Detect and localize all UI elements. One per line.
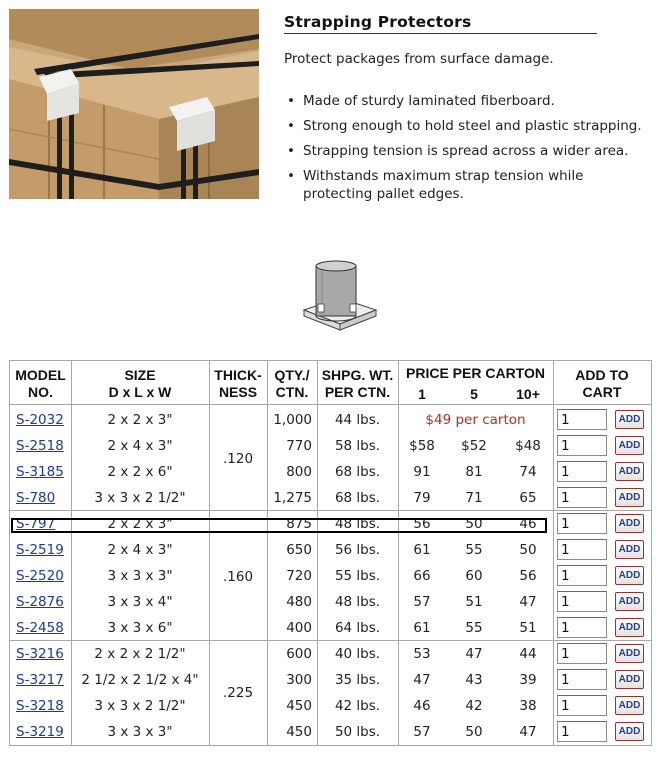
qty-cell: 1,000 bbox=[273, 412, 312, 428]
header-text: ADD TO bbox=[575, 367, 629, 383]
price-10-cell: 44 bbox=[519, 646, 537, 662]
qty-cell: 480 bbox=[286, 594, 312, 610]
row-divider bbox=[10, 510, 651, 511]
price-5-cell: 51 bbox=[465, 594, 483, 610]
size-cell: 3 x 3 x 3" bbox=[107, 568, 173, 584]
qty-cell: 1,275 bbox=[273, 490, 312, 506]
model-link[interactable]: S-797 bbox=[16, 516, 56, 532]
size-cell: 2 x 2 x 6" bbox=[107, 464, 173, 480]
model-link[interactable]: S-2519 bbox=[16, 542, 64, 558]
model-link[interactable]: S-2518 bbox=[16, 438, 64, 454]
product-table bbox=[9, 360, 652, 746]
price-5-cell: 55 bbox=[465, 542, 483, 558]
price-5-cell: 42 bbox=[465, 698, 483, 714]
cart-quantity-input[interactable] bbox=[557, 721, 607, 742]
price-1-cell: 46 bbox=[413, 698, 431, 714]
size-cell: 3 x 3 x 4" bbox=[107, 594, 173, 610]
add-to-cart-button[interactable]: ADD bbox=[615, 592, 644, 611]
header-qty bbox=[267, 367, 317, 401]
header-size bbox=[71, 367, 209, 401]
add-to-cart-button[interactable]: ADD bbox=[615, 540, 644, 559]
price-5-cell: 60 bbox=[465, 568, 483, 584]
weight-cell: 68 lbs. bbox=[334, 464, 381, 480]
model-link[interactable]: S-3185 bbox=[16, 464, 64, 480]
header-price: PRICE PER CARTON bbox=[406, 365, 545, 381]
header-text: SIZE bbox=[124, 367, 156, 383]
row-divider bbox=[10, 640, 651, 641]
column-divider bbox=[553, 361, 554, 745]
cart-quantity-input[interactable] bbox=[557, 513, 607, 534]
header-text: CTN. bbox=[275, 384, 309, 400]
header-price-qty-10: 10+ bbox=[516, 386, 540, 402]
header-thickness bbox=[209, 367, 267, 401]
add-to-cart-button[interactable]: ADD bbox=[615, 436, 644, 455]
header-text: CART bbox=[582, 384, 622, 400]
price-10-cell: 50 bbox=[519, 542, 537, 558]
cart-quantity-input[interactable] bbox=[557, 565, 607, 586]
price-5-cell: 81 bbox=[465, 464, 483, 480]
price-1-cell: 66 bbox=[413, 568, 431, 584]
model-link[interactable]: S-3216 bbox=[16, 646, 64, 662]
price-5-cell: 47 bbox=[465, 646, 483, 662]
header-text: PER CTN. bbox=[324, 384, 391, 400]
thickness-group-3: .225 bbox=[222, 685, 254, 701]
model-link[interactable]: S-2520 bbox=[16, 568, 64, 584]
qty-cell: 300 bbox=[286, 672, 312, 688]
add-to-cart-button[interactable]: ADD bbox=[615, 462, 644, 481]
price-1-cell: 53 bbox=[413, 646, 431, 662]
header-model bbox=[10, 367, 71, 401]
size-cell: 3 x 3 x 2 1/2" bbox=[94, 490, 186, 506]
price-10-cell: 56 bbox=[519, 568, 537, 584]
weight-cell: 40 lbs. bbox=[334, 646, 381, 662]
header-text: SHPG. WT. bbox=[321, 367, 394, 383]
qty-cell: 450 bbox=[286, 698, 312, 714]
cart-quantity-input[interactable] bbox=[557, 461, 607, 482]
cart-quantity-input[interactable] bbox=[557, 643, 607, 664]
header-weight bbox=[317, 367, 398, 401]
cart-quantity-input[interactable] bbox=[557, 669, 607, 690]
qty-cell: 770 bbox=[286, 438, 312, 454]
price-10-cell: 47 bbox=[519, 594, 537, 610]
qty-cell: 720 bbox=[286, 568, 312, 584]
qty-cell: 600 bbox=[286, 646, 312, 662]
header-text: NESS bbox=[218, 384, 258, 400]
feature-text: Made of sturdy laminated fiberboard. bbox=[303, 93, 555, 109]
size-cell: 2 x 2 x 2 1/2" bbox=[94, 646, 186, 662]
price-5-cell: 50 bbox=[465, 516, 483, 532]
size-cell: 2 1/2 x 2 1/2 x 4" bbox=[81, 672, 199, 688]
weight-cell: 56 lbs. bbox=[334, 542, 381, 558]
weight-cell: 50 lbs. bbox=[334, 724, 381, 740]
weight-cell: 48 lbs. bbox=[334, 594, 381, 610]
size-cell: 3 x 3 x 6" bbox=[107, 620, 173, 636]
intro-text: Protect packages from surface damage. bbox=[284, 51, 554, 67]
bullet-icon: • bbox=[287, 168, 295, 184]
size-cell: 2 x 2 x 3" bbox=[107, 412, 173, 428]
add-to-cart-button[interactable]: ADD bbox=[615, 410, 644, 429]
qty-cell: 450 bbox=[286, 724, 312, 740]
bullet-icon: • bbox=[287, 118, 295, 134]
row-divider bbox=[10, 404, 651, 405]
header-price-qty-5: 5 bbox=[470, 386, 478, 402]
drum-pallet-icon bbox=[300, 258, 380, 338]
list-item bbox=[284, 92, 644, 110]
product-photo bbox=[9, 9, 259, 199]
size-cell: 2 x 4 x 3" bbox=[107, 438, 173, 454]
list-item bbox=[284, 117, 644, 135]
price-10-cell: 46 bbox=[519, 516, 537, 532]
feature-list bbox=[284, 92, 644, 210]
list-item bbox=[284, 142, 644, 160]
qty-cell: 875 bbox=[286, 516, 312, 532]
header-price-qty-1: 1 bbox=[418, 386, 426, 402]
qty-cell: 400 bbox=[286, 620, 312, 636]
size-cell: 3 x 3 x 3" bbox=[107, 724, 173, 740]
cart-quantity-input[interactable] bbox=[557, 487, 607, 508]
thickness-group-2: .160 bbox=[222, 569, 254, 585]
page-title: Strapping Protectors bbox=[284, 13, 597, 34]
price-1-cell: 57 bbox=[413, 594, 431, 610]
add-to-cart-button[interactable]: ADD bbox=[615, 514, 644, 533]
header-text: NO. bbox=[28, 384, 53, 400]
model-link[interactable]: S-3219 bbox=[16, 724, 64, 740]
model-link[interactable]: S-3218 bbox=[16, 698, 64, 714]
price-10-cell: $48 bbox=[515, 438, 541, 454]
thickness-group-1: .120 bbox=[222, 451, 254, 467]
weight-cell: 48 lbs. bbox=[334, 516, 381, 532]
qty-cell: 650 bbox=[286, 542, 312, 558]
price-5-cell: 43 bbox=[465, 672, 483, 688]
price-10-cell: 38 bbox=[519, 698, 537, 714]
add-to-cart-button[interactable]: ADD bbox=[615, 696, 644, 715]
weight-cell: 58 lbs. bbox=[334, 438, 381, 454]
carton-offer: $49 per carton bbox=[425, 412, 526, 428]
header-add-to-cart bbox=[553, 367, 651, 401]
price-10-cell: 74 bbox=[519, 464, 537, 480]
list-item bbox=[284, 167, 644, 203]
feature-text: Strapping tension is spread across a wider area. bbox=[303, 143, 629, 159]
price-5-cell: 50 bbox=[465, 724, 483, 740]
bullet-icon: • bbox=[287, 143, 295, 159]
price-1-cell: 61 bbox=[413, 542, 431, 558]
weight-cell: 42 lbs. bbox=[334, 698, 381, 714]
price-1-cell: 56 bbox=[413, 516, 431, 532]
price-1-cell: 47 bbox=[413, 672, 431, 688]
price-5-cell: 71 bbox=[465, 490, 483, 506]
header-text: MODEL bbox=[15, 367, 66, 383]
add-to-cart-button[interactable]: ADD bbox=[615, 670, 644, 689]
price-10-cell: 51 bbox=[519, 620, 537, 636]
weight-cell: 64 lbs. bbox=[334, 620, 381, 636]
model-link[interactable]: S-3217 bbox=[16, 672, 64, 688]
model-link[interactable]: S-780 bbox=[16, 490, 56, 506]
weight-cell: 35 lbs. bbox=[334, 672, 381, 688]
cart-quantity-input[interactable] bbox=[557, 591, 607, 612]
weight-cell: 55 lbs. bbox=[334, 568, 381, 584]
price-10-cell: 39 bbox=[519, 672, 537, 688]
add-to-cart-button[interactable]: ADD bbox=[615, 618, 644, 637]
price-10-cell: 47 bbox=[519, 724, 537, 740]
price-5-cell: 55 bbox=[465, 620, 483, 636]
header-text: THICK- bbox=[214, 367, 262, 383]
size-cell: 2 x 2 x 3" bbox=[107, 516, 173, 532]
model-link[interactable]: S-2876 bbox=[16, 594, 64, 610]
price-1-cell: 91 bbox=[413, 464, 431, 480]
cart-quantity-input[interactable] bbox=[557, 695, 607, 716]
weight-cell: 68 lbs. bbox=[334, 490, 381, 506]
cart-quantity-input[interactable] bbox=[557, 435, 607, 456]
price-1-cell: 79 bbox=[413, 490, 431, 506]
cart-quantity-input[interactable] bbox=[557, 617, 607, 638]
add-to-cart-button[interactable]: ADD bbox=[615, 566, 644, 585]
add-to-cart-button[interactable]: ADD bbox=[615, 488, 644, 507]
qty-cell: 800 bbox=[286, 464, 312, 480]
header-text: D x L x W bbox=[108, 384, 172, 400]
add-to-cart-button[interactable]: ADD bbox=[615, 722, 644, 741]
cart-quantity-input[interactable] bbox=[557, 539, 607, 560]
feature-text: Strong enough to hold steel and plastic strapping. bbox=[303, 118, 642, 134]
weight-cell: 44 lbs. bbox=[334, 412, 381, 428]
price-1-cell: $58 bbox=[409, 438, 435, 454]
size-cell: 3 x 3 x 2 1/2" bbox=[94, 698, 186, 714]
price-1-cell: 61 bbox=[413, 620, 431, 636]
price-1-cell: 57 bbox=[413, 724, 431, 740]
add-to-cart-button[interactable]: ADD bbox=[615, 644, 644, 663]
price-10-cell: 65 bbox=[519, 490, 537, 506]
price-5-cell: $52 bbox=[461, 438, 487, 454]
model-link[interactable]: S-2458 bbox=[16, 620, 64, 636]
size-cell: 2 x 4 x 3" bbox=[107, 542, 173, 558]
bullet-icon: • bbox=[287, 93, 295, 109]
cart-quantity-input[interactable] bbox=[557, 409, 607, 430]
feature-text: Withstands maximum strap tension while protecting pallet edges. bbox=[303, 168, 584, 202]
model-link[interactable]: S-2032 bbox=[16, 412, 64, 428]
header-text: QTY./ bbox=[274, 367, 310, 383]
